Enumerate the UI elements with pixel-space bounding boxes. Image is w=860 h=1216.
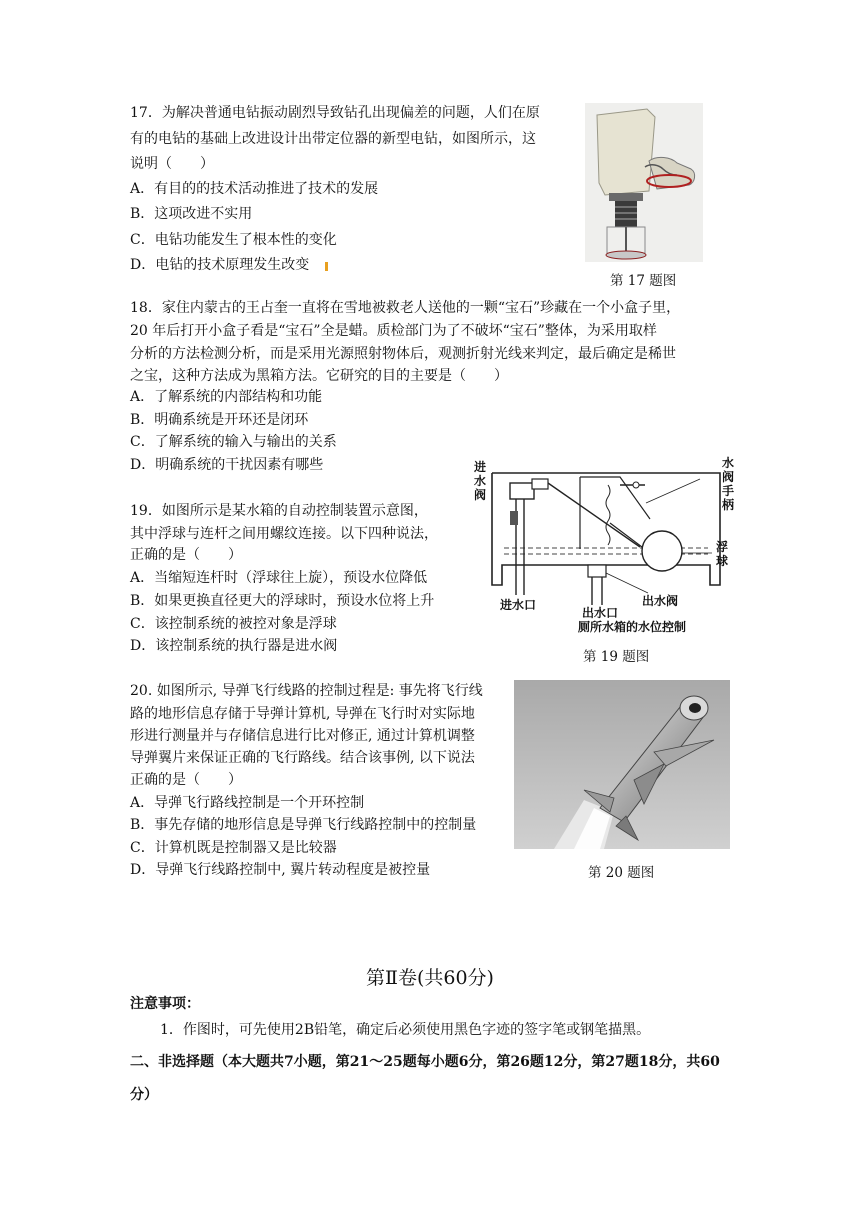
q18-option-c: C．了解系统的输入与输出的关系 [130, 434, 337, 450]
q17-figure-drill-photo [585, 103, 703, 262]
text-cursor-mark [325, 262, 328, 271]
notice-item-1: 1．作图时，可先使用2B铅笔，确定后必须使用黑色字迹的签字笔或钢笔描黑。 [160, 1022, 651, 1038]
q20-option-a: A．导弹飞行路线控制是一个开环控制 [130, 795, 365, 811]
q18-option-d: D．明确系统的干扰因素有哪些 [130, 457, 324, 473]
svg-text:浮 球: 浮 球 [716, 540, 729, 568]
q19-stem-line-2: 其中浮球与连杆之间用螺纹连接。以下四种说法， [130, 526, 438, 542]
q17-stem-line-2: 有的电钻的基础上改进设计出带定位器的新型电钻，如图所示，这 [130, 131, 536, 147]
svg-text:水 阀 手: 水 阀 手 柄 [722, 456, 735, 512]
part2-title: 第Ⅱ卷(共60分) [366, 967, 494, 989]
outlet-valve-label: 出水阀 [642, 594, 679, 608]
q20-stem-line-1: 20. 如图所示, 导弹飞行线路的控制过程是: 事先将飞行线 [130, 683, 483, 699]
inlet-valve-label-1: 进 [474, 460, 487, 474]
q19-option-d: D．该控制系统的执行器是进水阀 [130, 638, 338, 654]
q20-stem-line-3: 形进行测量并与存储信息进行比对修正, 通过计算机调整 [130, 728, 475, 744]
section-two-heading-line-1: 二、非选择题（本大题共7小题，第21～25题每小题6分，第26题12分，第27题18分，共60 [130, 1054, 720, 1070]
q19-stem-line-3: 正确的是（ ） [130, 547, 242, 563]
inlet-label: 进水口 [500, 598, 537, 612]
q20-figure-caption: 第 20 题图 [588, 865, 655, 881]
q19-option-b: B．如果更换直径更大的浮球时，预设水位将上升 [130, 593, 435, 609]
q18-stem-line-4: 之宝，这种方法成为黑箱方法。它研究的目的主要是（ ） [130, 368, 508, 384]
q17-figure-caption: 第 17 题图 [610, 273, 677, 289]
q17-stem-line-3: 说明（ ） [130, 156, 214, 172]
diagram-title: 厕所水箱的水位控制 [578, 620, 687, 634]
q19-stem-line-1: 19．如图所示是某水箱的自动控制装置示意图， [130, 503, 428, 519]
q19-figure-caption: 第 19 题图 [583, 649, 650, 665]
q17-option-c: C．电钻功能发生了根本性的变化 [130, 232, 337, 248]
q20-option-c: C．计算机既是控制器又是比较器 [130, 840, 337, 856]
q18-option-b: B．明确系统是开环还是闭环 [130, 412, 309, 428]
svg-text:进 水 阀: 进 水 阀 [474, 460, 487, 502]
q19-option-a: A．当缩短连杆时（浮球往上旋），预设水位降低 [130, 570, 428, 586]
notice-heading: 注意事项： [130, 996, 200, 1012]
q18-stem-line-1: 18．家住内蒙古的王占奎一直将在雪地被救老人送他的一颗“宝石”珍藏在一个小盒子里， [130, 300, 681, 316]
q20-stem-line-2: 路的地形信息存储于导弹计算机, 导弹在飞行时对实际地 [130, 706, 475, 722]
q20-option-d: D．导弹飞行线路控制中, 翼片转动程度是被控量 [130, 862, 431, 878]
q20-option-b: B．事先存储的地形信息是导弹飞行线路控制中的控制量 [130, 817, 477, 833]
q17-option-a: A．有目的的技术活动推进了技术的发展 [130, 181, 379, 197]
q18-option-a: A．了解系统的内部结构和功能 [130, 389, 323, 405]
section-two-heading-line-2: 分） [130, 1087, 158, 1103]
q19-option-c: C．该控制系统的被控对象是浮球 [130, 616, 337, 632]
q18-stem-line-3: 分析的方法检测分析，而是采用光源照射物体后，观测折射光线来判定，最后确定是稀世 [130, 346, 676, 362]
q18-stem-line-2: 20 年后打开小盒子看是“宝石”全是蜡。质检部门为了不破坏“宝石”整体，为采用取样 [130, 323, 657, 339]
q17-option-b: B．这项改进不实用 [130, 206, 253, 222]
q17-stem-line-1: 17．为解决普通电钻振动剧烈导致钻孔出现偏差的问题，人们在原 [130, 105, 540, 121]
outlet-label: 出水口 [582, 606, 619, 620]
q19-figure-water-tank-diagram [470, 455, 740, 635]
q20-stem-line-4: 导弹翼片来保证正确的飞行路线。结合该事例, 以下说法 [130, 750, 475, 766]
q17-option-d: D．电钻的技术原理发生改变 [130, 257, 310, 273]
q20-stem-line-5: 正确的是（ ） [130, 772, 242, 788]
q20-figure-missile-photo [514, 680, 730, 849]
